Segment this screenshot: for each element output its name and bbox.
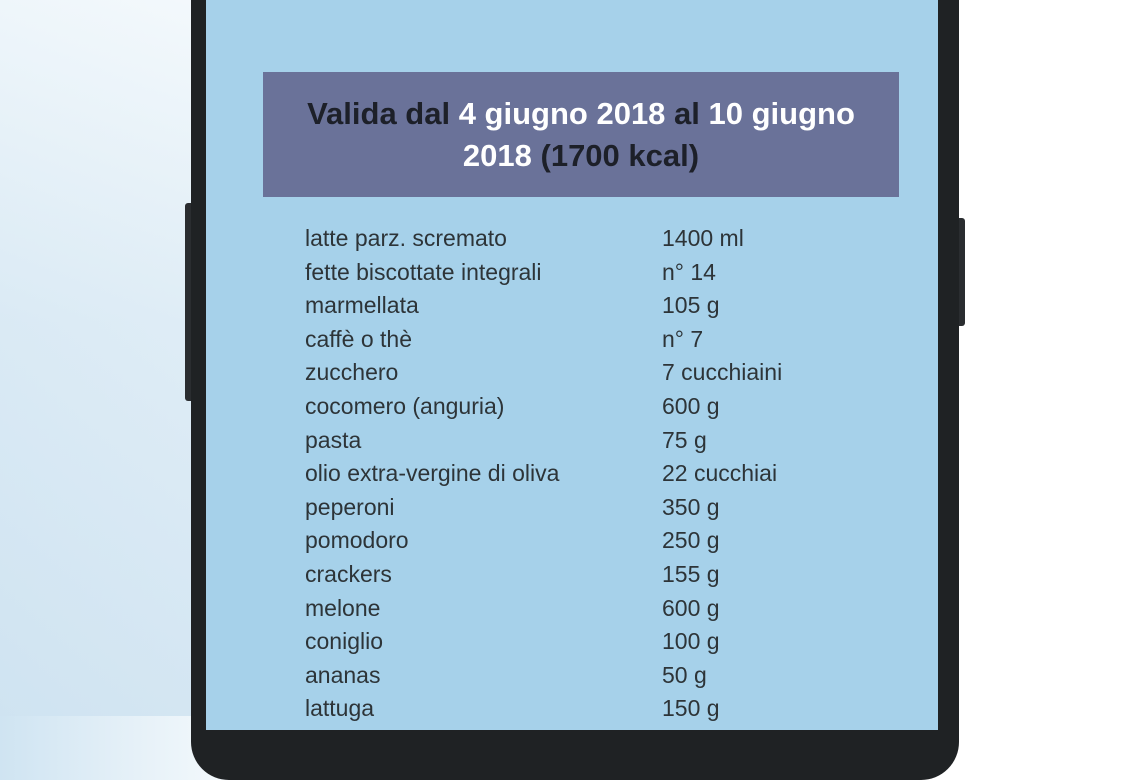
food-name: pomodoro: [305, 527, 409, 554]
food-name: latte parz. scremato: [305, 225, 507, 251]
validity-prefix: Valida dal: [307, 95, 459, 131]
validity-end-date-part1: 10 giugno: [708, 95, 855, 131]
food-quantity: 75 g: [662, 426, 707, 453]
food-quantity: 250 g: [662, 527, 720, 554]
food-name: coniglio: [305, 628, 383, 655]
food-quantity: n° 14: [662, 258, 716, 285]
shopping-list: [305, 222, 865, 726]
food-name: fette biscottate integrali: [305, 258, 542, 285]
food-name: caffè o thè: [305, 325, 412, 352]
background-gradient: [0, 0, 200, 716]
list-item: [305, 491, 865, 525]
food-name: marmellata: [305, 292, 419, 319]
food-quantity: 600 g: [662, 392, 720, 419]
food-quantity: 350 g: [662, 493, 720, 520]
validity-title: [286, 93, 876, 177]
list-item: [305, 390, 865, 424]
list-item: [305, 256, 865, 290]
food-name: olio extra-vergine di oliva: [305, 460, 560, 487]
food-quantity: 600 g: [662, 594, 720, 621]
list-item: [305, 222, 865, 256]
validity-banner: [263, 72, 899, 197]
food-quantity: 7 cucchiaini: [662, 359, 783, 386]
food-quantity: 155 g: [662, 560, 720, 587]
food-quantity: 22 cucchiai: [662, 460, 778, 487]
list-item: [305, 323, 865, 357]
food-name: crackers: [305, 560, 392, 587]
list-item: [305, 457, 865, 491]
list-item: [305, 692, 865, 726]
food-quantity: 150 g: [662, 695, 720, 722]
list-item: [305, 592, 865, 626]
validity-end-date-part2: 2018: [462, 137, 532, 173]
list-item: [305, 625, 865, 659]
food-name: melone: [305, 594, 381, 621]
list-item: [305, 289, 865, 323]
food-name: cocomero (anguria): [305, 392, 505, 419]
food-quantity: 1400 ml: [662, 225, 744, 251]
list-item: [305, 524, 865, 558]
validity-kcal: (1700 kcal): [531, 137, 700, 173]
food-quantity: n° 7: [662, 325, 704, 352]
food-name: lattuga: [305, 695, 375, 722]
validity-middle: al: [665, 95, 709, 131]
food-name: ananas: [305, 661, 381, 688]
list-item: [305, 558, 865, 592]
list-item: [305, 424, 865, 458]
food-name: zucchero: [305, 359, 399, 386]
validity-start-date: 4 giugno 2018: [458, 95, 666, 131]
phone-side-button-right: [958, 218, 965, 326]
list-item: [305, 356, 865, 390]
food-name: peperoni: [305, 493, 395, 520]
food-name: pasta: [305, 426, 362, 453]
food-quantity: 105 g: [662, 292, 720, 319]
list-item: [305, 659, 865, 693]
food-quantity: 100 g: [662, 628, 720, 655]
food-quantity: 50 g: [662, 661, 707, 688]
